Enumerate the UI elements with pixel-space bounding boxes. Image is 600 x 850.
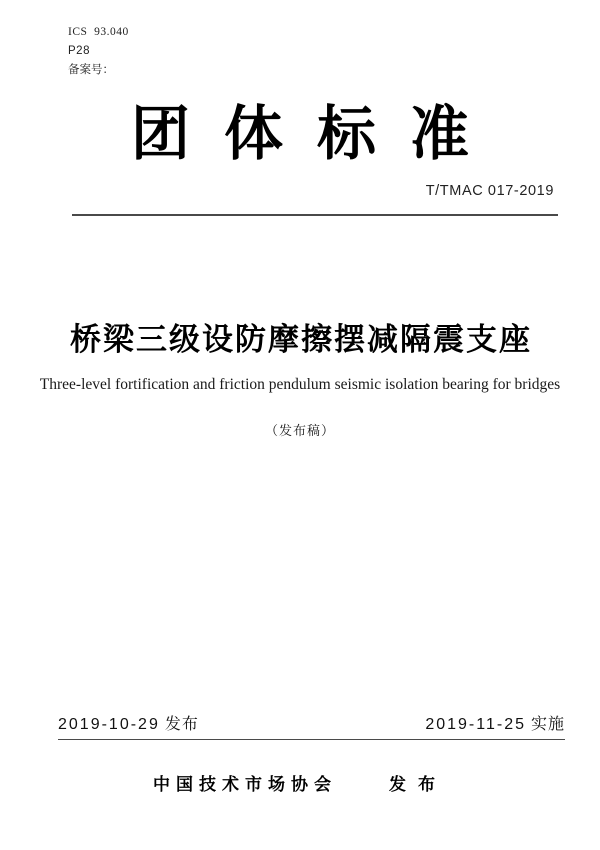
issue-label: 发布 [164,716,199,733]
record-number-label: 备案号： [68,64,114,76]
header-rule [72,214,558,216]
issue-date-group [58,711,199,734]
title-english: Three-level fortification and friction pendulum seismic isolation bearing for bridges [39,376,561,393]
publisher-row [0,770,600,795]
implement-date-group [425,711,565,734]
issue-date: 2019-10-29 [58,716,160,733]
implement-label: 实施 [530,716,565,733]
publisher-name: 中国技术市场协会 [153,775,337,794]
meta-block [68,23,129,80]
document-type-title: 团体标准 [130,101,503,167]
standard-number: T/TMAC 017-2019 [425,183,554,199]
implement-date: 2019-11-25 [425,716,526,733]
draft-note: （发布稿） [264,423,335,438]
ics-code: ICS 93.040 [68,26,129,38]
title-chinese: 桥梁三级设防摩擦摆减隔震支座 [70,322,532,357]
classification-code: P28 [68,45,90,57]
date-row [58,711,565,740]
publish-label: 发布 [389,775,447,794]
